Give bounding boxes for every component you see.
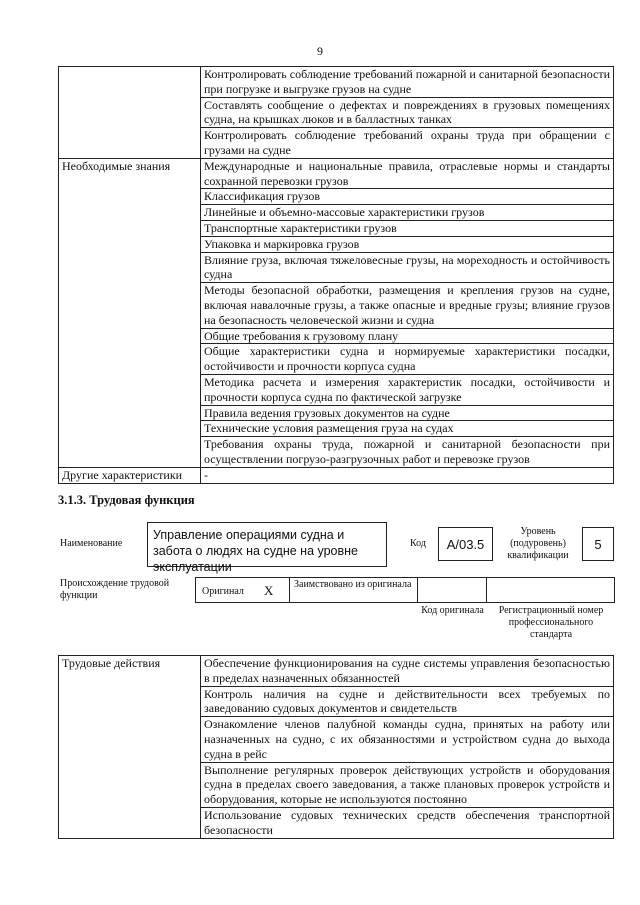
row-text: Требования охраны труда, пожарной и санитарной безопасности при осуществлении погрузо-разгрузочных работ и перевозке грузов bbox=[201, 437, 614, 468]
name-label: Наименование bbox=[60, 538, 123, 549]
original-code-cell bbox=[417, 577, 487, 603]
row-text: Классификация грузов bbox=[201, 189, 614, 205]
code-caption: Код оригинала bbox=[421, 605, 484, 616]
row-text: Правила ведения грузовых документов на судне bbox=[201, 405, 614, 421]
row-text: Методы безопасной обработки, размещения и крепления грузов на судне, включая навалочные грузы, а также опасные и вредные грузы; влияние грузов на безопасность человеческой жизни и судна bbox=[201, 283, 614, 328]
labor-actions-table bbox=[58, 655, 614, 839]
function-name-box: Управление операциями судна и забота о людях на судне на уровне эксплуатации bbox=[147, 522, 387, 567]
level-box: 5 bbox=[582, 527, 614, 561]
row-text: Контролировать соблюдение требований охраны труда при обращении с грузами на судне bbox=[201, 128, 614, 159]
row-text: Методика расчета и измерения характеристик посадки, остойчивости и прочности корпуса судна по фактической загрузке bbox=[201, 374, 614, 405]
row-label-required-knowledge: Необходимые знания bbox=[59, 158, 201, 467]
reg-number-cell bbox=[486, 577, 615, 603]
row-text: Обеспечение функционирования на судне системы управления безопасностью в пределах назначенных обязанностей bbox=[201, 656, 614, 687]
original-cell bbox=[195, 577, 290, 603]
row-text: Упаковка и маркировка грузов bbox=[201, 236, 614, 252]
table-row bbox=[59, 158, 614, 189]
row-text: Составлять сообщение о дефектах и повреждениях в грузовых помещениях судна, на крышках люков и в балластных танках bbox=[201, 97, 614, 128]
row-text: Контроль наличия на судне и действительности всех требуемых по заведованию судовых документов и свидетельств bbox=[201, 686, 614, 717]
row-label bbox=[59, 67, 201, 159]
row-text: Линейные и объемно-массовые характеристики грузов bbox=[201, 205, 614, 221]
row-label-other-characteristics: Другие характеристики bbox=[59, 467, 201, 483]
borrowed-cell: Заимствовано из оригинала bbox=[289, 577, 418, 603]
section-title: 3.1.3. Трудовая функция bbox=[58, 493, 195, 507]
table-row bbox=[59, 656, 614, 687]
original-mark: X bbox=[264, 583, 274, 598]
table-row bbox=[59, 467, 614, 483]
function-code-box: A/03.5 bbox=[438, 527, 493, 561]
requirements-table bbox=[58, 66, 614, 484]
reg-caption: Регистрационный номер профессионального стандарта bbox=[498, 605, 604, 640]
row-text: Международные и национальные правила, отраслевые нормы и стандарты сохранной перевозки грузов bbox=[201, 158, 614, 189]
row-text: Технические условия размещения груза на судах bbox=[201, 421, 614, 437]
row-text: Ознакомление членов палубной команды судна, принятых на работу или назначенных на судно, с их обязанностями и устройством судна до выхода судна в рейс bbox=[201, 717, 614, 762]
row-label-labor-actions: Трудовые действия bbox=[59, 656, 201, 839]
code-label: Код bbox=[410, 538, 426, 549]
row-text: Общие характеристики судна и нормируемые характеристики посадки, остойчивости и прочности корпуса судна bbox=[201, 344, 614, 375]
level-label: Уровень (подуровень) квалификации bbox=[507, 526, 569, 561]
row-text: Использование судовых технических средств обеспечения транспортной безопасности bbox=[201, 807, 614, 838]
page-number: 9 bbox=[317, 44, 323, 58]
row-text: Влияние груза, включая тяжеловесные грузы, на мореходность и остойчивость судна bbox=[201, 252, 614, 283]
origin-label: Происхождение трудовой функции bbox=[60, 578, 170, 601]
row-text: Общие требования к грузовому плану bbox=[201, 328, 614, 344]
row-text: - bbox=[201, 467, 614, 483]
row-text: Контролировать соблюдение требований пожарной и санитарной безопасности при погрузке и выгрузке грузов на судне bbox=[201, 67, 614, 98]
original-label: Оригинал bbox=[202, 586, 244, 597]
origin-row bbox=[195, 577, 615, 603]
table-row bbox=[59, 67, 614, 98]
row-text: Выполнение регулярных проверок действующих устройств и оборудования судна в пределах своего заведования, а также плановых проверок устройств и оборудования, которые не используются постоянно bbox=[201, 762, 614, 807]
row-text: Транспортные характеристики грузов bbox=[201, 220, 614, 236]
